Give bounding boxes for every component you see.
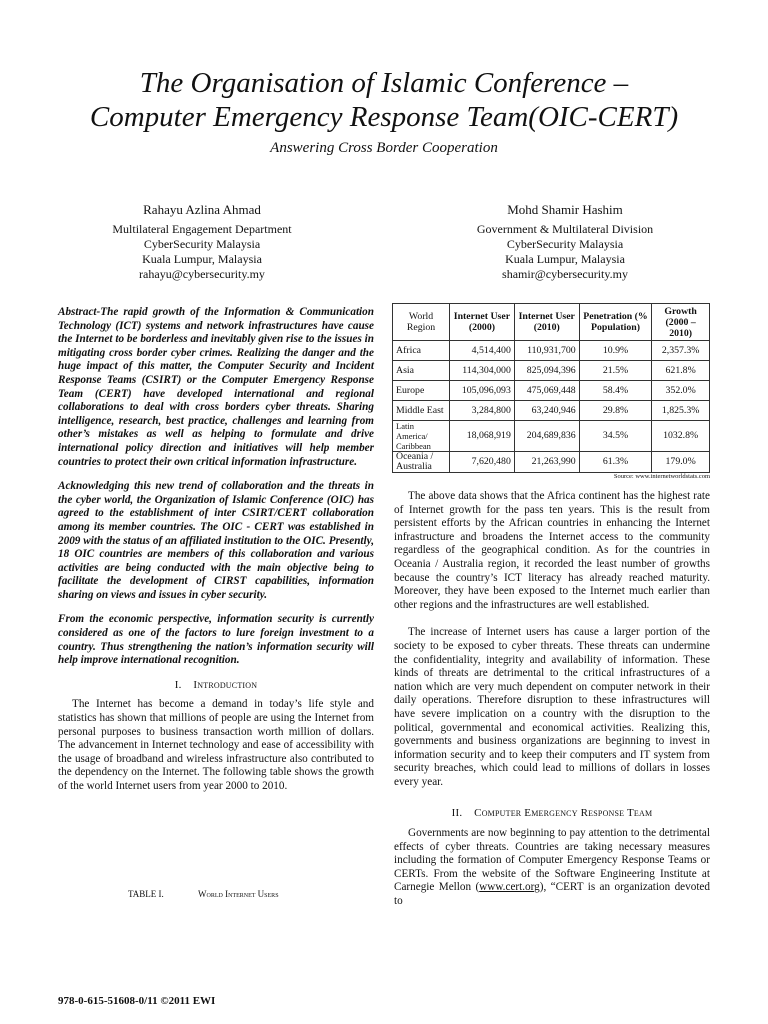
section-heading-introduction <box>58 679 374 693</box>
author-org: CyberSecurity Malaysia <box>506 237 624 251</box>
table-row <box>393 381 710 401</box>
cert-website-link[interactable]: www.cert.org <box>479 881 540 894</box>
table-cell: Latin America/ Caribbean <box>393 421 450 452</box>
body-paragraph: The Internet has become a demand in today’s life style and statistics has shown that millions of people are using the Internet from personal purposes to business transaction worth million of dollars. The advancement in Internet technology and ease of accessibility with the usage of broadband and wireless infrastructure also contributed to the dependency on the Internet. The following table shows the growth of the world Internet users from year 2000 to 2010. <box>58 698 374 792</box>
table-cell: 63,240,946 <box>514 401 579 421</box>
table-cell: Europe <box>393 381 450 401</box>
section-heading-cert <box>394 807 710 821</box>
table-cell: Middle East <box>393 401 450 421</box>
table-cell: 1032.8% <box>652 421 710 452</box>
table-cell: 204,689,836 <box>514 421 579 452</box>
section-title: Introduction <box>193 678 258 691</box>
author-org: CyberSecurity Malaysia <box>143 237 261 251</box>
author-city: Kuala Lumpur, Malaysia <box>142 252 262 266</box>
author-email: shamir@cybersecurity.my <box>502 267 628 281</box>
body-paragraph: The increase of Internet users has cause a larger portion of the society to be exposed to cyber threats. These threats can undermine the confidentiality, integrity and availability of information. These kinds of threats are detrimental to the critical infrastructures of a nation which are very much dependent on computer network in their daily operations. Therefore disruption to these infrastructures will have severe implication on a country with the disruption to the political, governmental and economical activities. Realizing this, governments and business organizations are beginning to invest in information security and to keep their computers and IT system from security breaches, which could lead to millions of dollars in losses every year. <box>394 626 710 788</box>
table-cell: 4,514,400 <box>450 341 515 361</box>
body-paragraph: The above data shows that the Africa continent has the highest rate of Internet growth for the pass ten years. This is the result from persistent efforts by the African countries in enhancing the Internet infrastructure and broadens the Internet access to the community regardless of the geographical condition. As for the countries in Oceania / Australia region, it recorded the least number of growths because the country’s ICT literacy has already reached maturity. Moreover, they have been exposed to the Internet much earlier than other regions and the infrastructures are well established. <box>394 490 710 611</box>
internet-users-table-wrap <box>392 303 710 480</box>
author-block-1 <box>70 202 334 282</box>
author-block-2 <box>433 202 697 282</box>
author-name: Mohd Shamir Hashim <box>507 202 623 217</box>
author-dept: Government & Multilateral Division <box>476 222 654 236</box>
table-cell: 179.0% <box>652 452 710 473</box>
table-header-cell: Internet User (2000) <box>450 304 515 341</box>
table-cell: 34.5% <box>579 421 652 452</box>
paper-subtitle: Answering Cross Border Cooperation <box>270 140 498 156</box>
paragraph-text: ), “CERT is an organization devoted to <box>394 881 710 908</box>
abstract <box>58 306 374 668</box>
table-cell: 21,263,990 <box>514 452 579 473</box>
table-header-cell: Internet User (2010) <box>514 304 579 341</box>
left-column <box>58 306 374 794</box>
table-cell: Asia <box>393 361 450 381</box>
abstract-paragraph: From the economic perspective, information security is currently considered as one of the factors to lure foreign investment to a country. Thus strengthening the nation’s information security will help improve international recognition. <box>58 613 374 667</box>
table-source: Source: www.internetworldstats.com <box>613 473 710 480</box>
table-cell: 110,931,700 <box>514 341 579 361</box>
author-email: rahayu@cybersecurity.my <box>139 267 265 281</box>
author-city: Kuala Lumpur, Malaysia <box>505 252 625 266</box>
table-row <box>393 421 710 452</box>
table-cell: 3,284,800 <box>450 401 515 421</box>
table-cell: 2,357.3% <box>652 341 710 361</box>
table-header-cell: Penetration (% Population) <box>579 304 652 341</box>
table-row <box>393 341 710 361</box>
section-number: I. <box>174 678 182 691</box>
footer-isbn: 978-0-615-51608-0/11 ©2011 EWI <box>58 995 216 1007</box>
table-row <box>393 361 710 381</box>
abstract-paragraph: Abstract-The rapid growth of the Information & Communication Technology (ICT) systems and network infrastructures have cause the Internet to be borderless and inevitably given rise to the issues in mitigating cross border cyber crimes. Realizing the danger and the huge impact of this matter, the Computer Security and Incident Response Teams (CSIRT) or the Computer Emergency Response Team (CERT) have developed international and regional collaborations to deal with cross borders cyber threats. Sharing intelligence, research, best practice, challenges and learning from other’s mistakes as well as helping to formulate and drive international policy direction and initiatives will help member countries to protect their own critical information infrastructure. <box>58 306 374 468</box>
body-paragraph <box>394 827 710 909</box>
section-number: II. <box>451 807 463 820</box>
table-cell: 114,304,000 <box>450 361 515 381</box>
table-cell: 61.3% <box>579 452 652 473</box>
table-row <box>393 452 710 473</box>
table-title: World Internet Users <box>198 889 279 899</box>
internet-users-table <box>392 303 710 473</box>
abstract-paragraph: Acknowledging this new trend of collaboration and the threats in the cyber world, the Organization of Islamic Conference (OIC) has agreed to the establishment of inter CSIRT/CERT collaboration among its member countries. The OIC - CERT was established in 2009 with the status of an affiliated institution to the OIC. Presently, 18 OIC countries are members of this collaboration and various activities are being conducted with the main objective being to facilitate the development of CIRST capabilities, information sharing on views and issues in cyber security. <box>58 480 374 601</box>
title-line-2: Computer Emergency Response Team(OIC-CERT) <box>89 101 679 133</box>
table-cell: 58.4% <box>579 381 652 401</box>
table-cell: Africa <box>393 341 450 361</box>
title-line-1: The Organisation of Islamic Conference – <box>139 67 629 99</box>
table-row <box>393 401 710 421</box>
author-dept: Multilateral Engagement Department <box>112 222 292 236</box>
paper-title <box>0 66 768 134</box>
table-cell: Oceania / Australia <box>393 452 450 473</box>
table-label: TABLE I. <box>128 889 164 899</box>
table-header-row <box>393 304 710 341</box>
section-title: Computer Emergency Response Team <box>474 807 653 820</box>
table-cell: 1,825.3% <box>652 401 710 421</box>
table-header-cell: World Region <box>393 304 450 341</box>
right-column <box>394 490 710 909</box>
table-cell: 105,096,093 <box>450 381 515 401</box>
table-cell: 18,068,919 <box>450 421 515 452</box>
table-cell: 475,069,448 <box>514 381 579 401</box>
table-cell: 352.0% <box>652 381 710 401</box>
table-cell: 10.9% <box>579 341 652 361</box>
table-caption <box>128 889 279 899</box>
table-cell: 825,094,396 <box>514 361 579 381</box>
table-cell: 621.8% <box>652 361 710 381</box>
table-cell: 7,620,480 <box>450 452 515 473</box>
table-header-cell: Growth (2000 – 2010) <box>652 304 710 341</box>
table-cell: 29.8% <box>579 401 652 421</box>
table-cell: 21.5% <box>579 361 652 381</box>
author-name: Rahayu Azlina Ahmad <box>143 202 261 217</box>
paragraph-text: Governments are now beginning to pay attention to the detrimental effects of cyber threats. Countries are taking necessary measures including the formation of Computer Emergency Response Teams or CERTs. From the website of the Software Engineering Institute at Carnegie Mellon ( <box>394 827 710 894</box>
